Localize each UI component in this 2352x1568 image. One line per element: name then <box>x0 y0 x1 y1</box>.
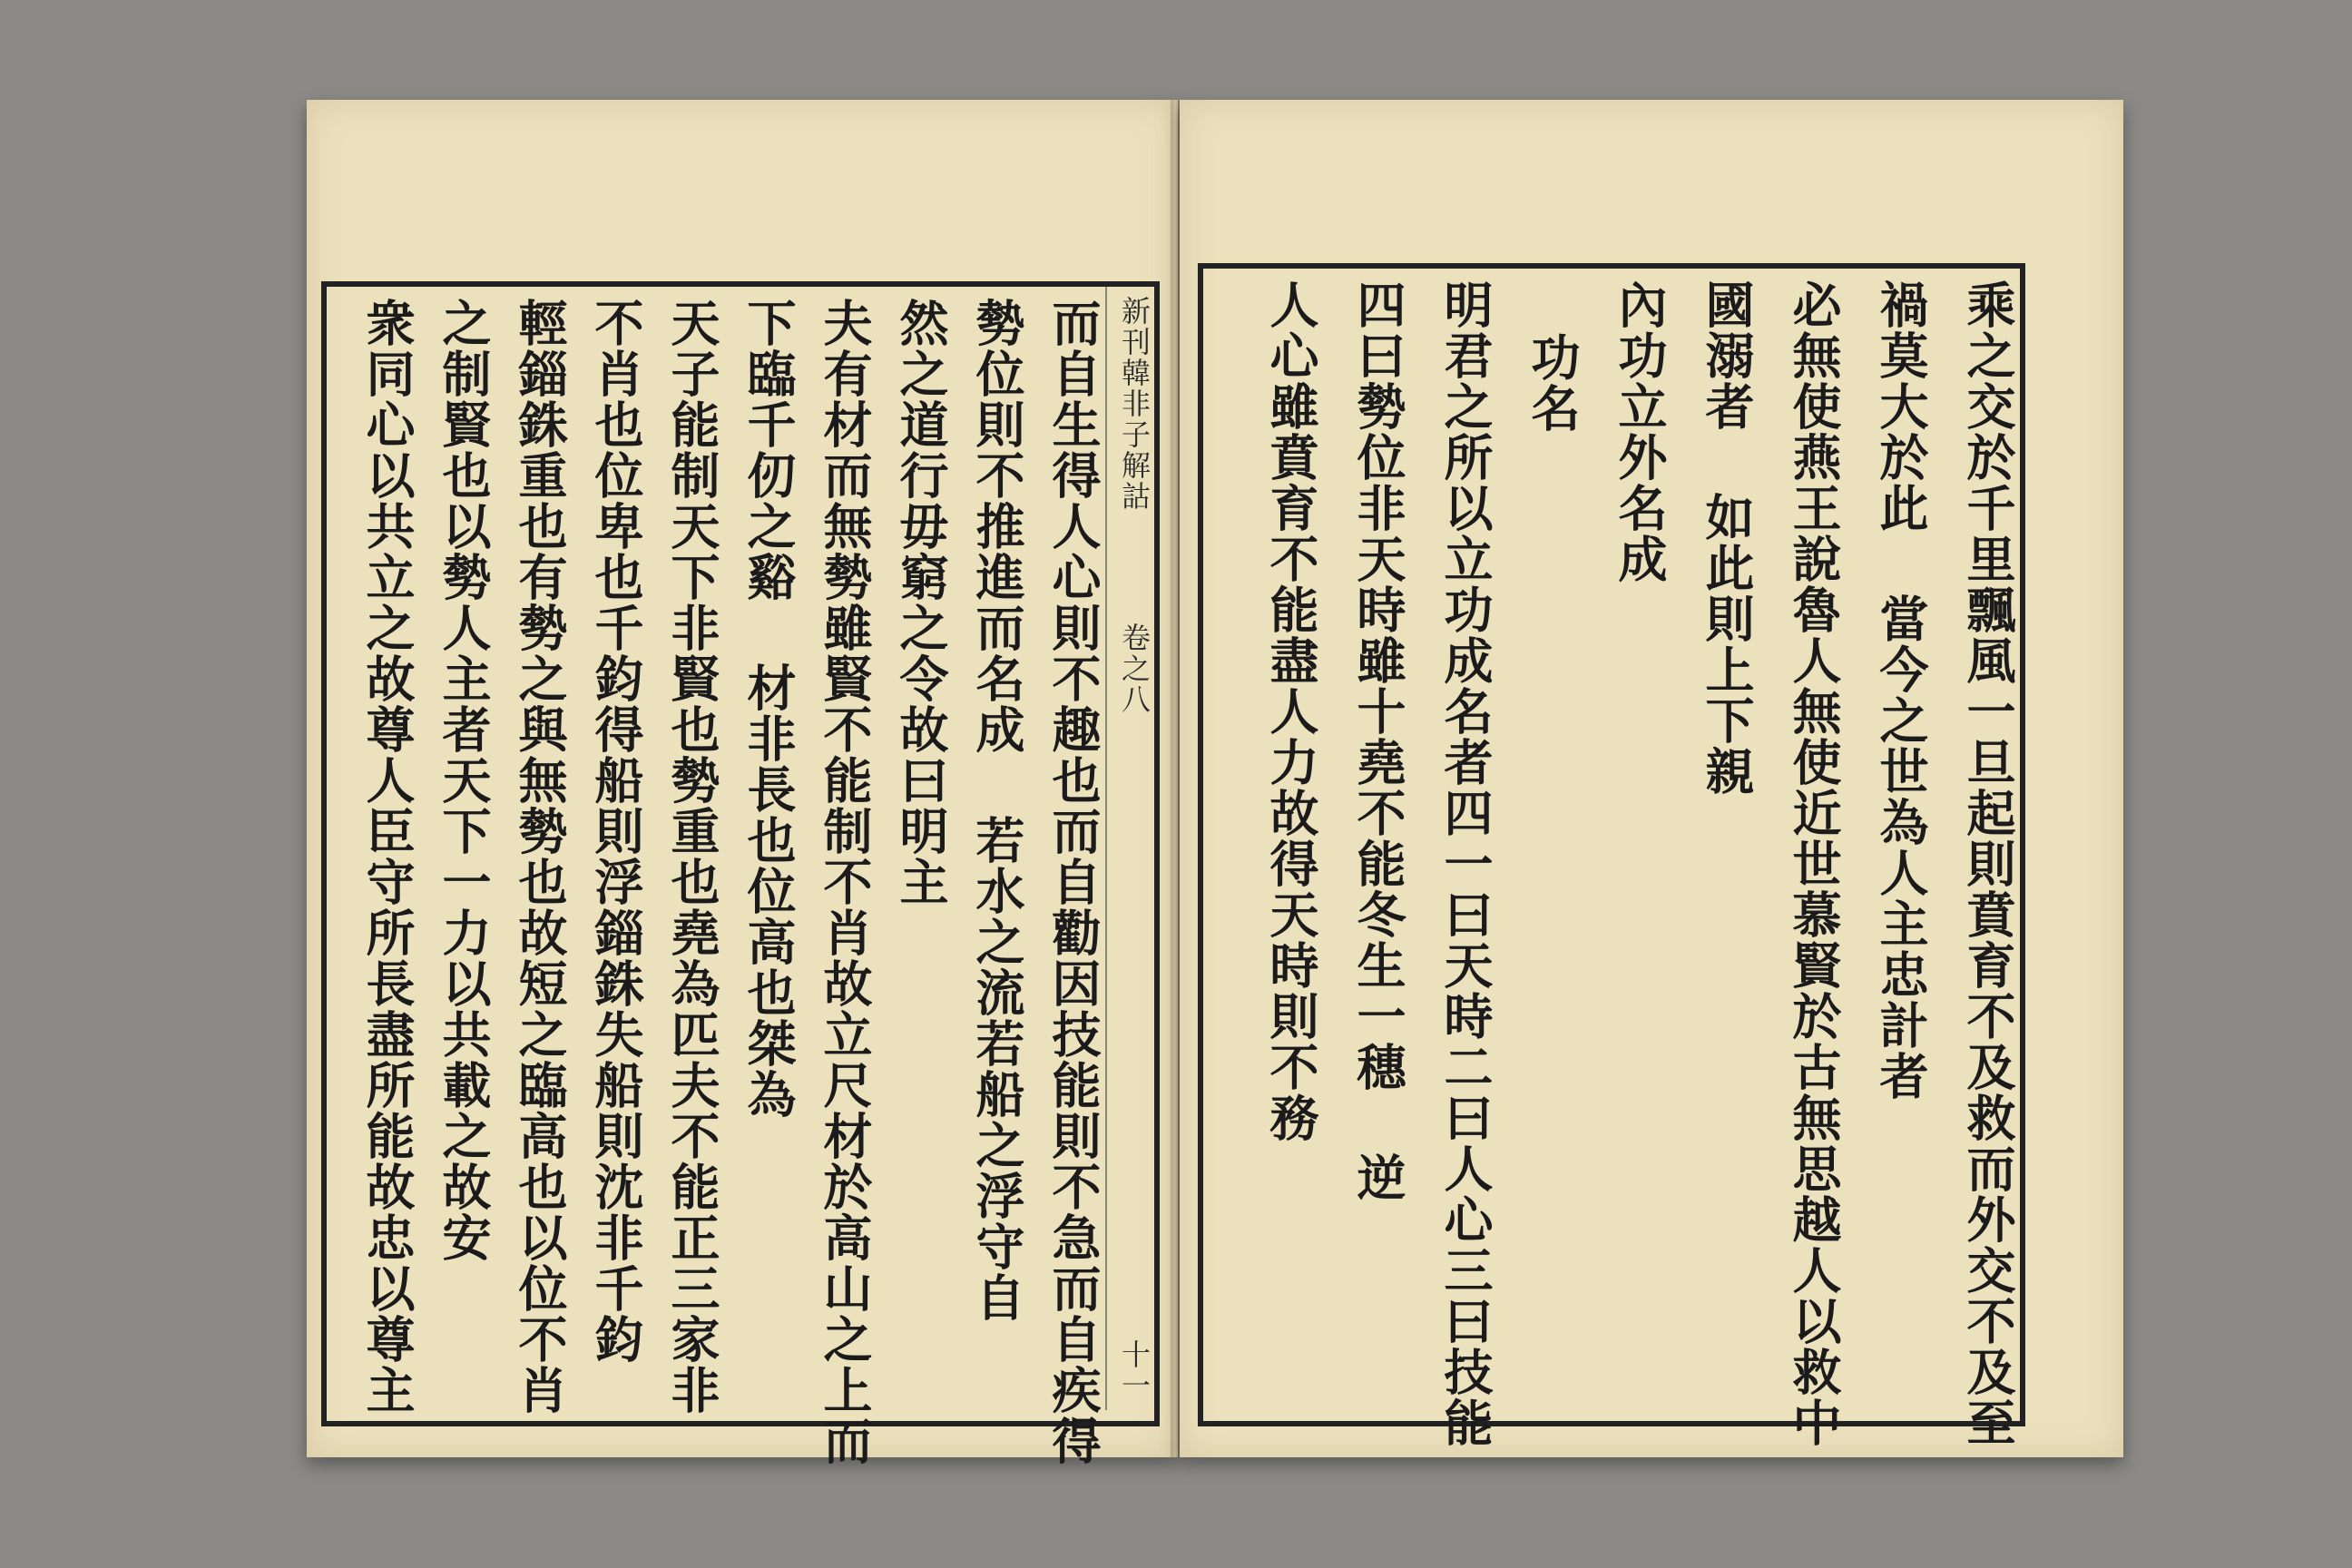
text-column: 然之道行毋窮之令故曰明主 <box>892 298 950 907</box>
text-column: 衆同心以共立之故尊人臣守所長盡所能故忠以尊主 <box>358 298 416 1416</box>
text-column: 天子能制天下非賢也勢重也堯為匹夫不能正三家非 <box>663 298 721 1416</box>
open-book <box>307 100 2123 1466</box>
book-title-margin: 新刊韓非子解詁 <box>1117 296 1152 512</box>
text-column: 人心雖賁育不能盡人力故得天時則不務 <box>1262 279 1320 1143</box>
text-column: 勢位則不推進而名成 若水之流若船之浮守自 <box>968 298 1026 1323</box>
text-column: 輕錙銖重也有勢之與無勢也故短之臨高也以位不肖 <box>511 298 569 1416</box>
section-heading: 功名 <box>1524 332 1582 434</box>
text-column: 國溺者 如此則上下親 <box>1698 279 1756 797</box>
text-column: 內功立外名成 <box>1611 279 1669 584</box>
text-column: 四曰勢位非天時雖十堯不能冬生一穗 逆 <box>1349 279 1407 1203</box>
text-column: 乘之交於千里飄風一旦起則賁育不及救而外交不及至 <box>1959 279 2017 1448</box>
margin-rule <box>1105 287 1107 1410</box>
text-column: 必無使燕王說魯人無使近世慕賢於古無思越人以救中 <box>1785 279 1843 1448</box>
page-number: 十一 <box>1117 1339 1152 1401</box>
text-frame <box>1198 263 2025 1448</box>
text-column: 而自生得人心則不趣也而自勸因技能則不急而自疾得 <box>1044 298 1102 1466</box>
text-column: 之制賢也以勢人主者天下一力以共載之故安 <box>435 298 493 1263</box>
text-frame <box>321 281 1160 1466</box>
text-column: 明君之所以立功成名者四一曰天時二曰人心三曰技能 <box>1436 279 1494 1448</box>
left-page <box>307 100 1178 1466</box>
volume-label: 卷之八 <box>1117 622 1152 715</box>
text-column: 夫有材而無勢雖賢不能制不肖故立尺材於高山之上而 <box>816 298 874 1466</box>
right-page <box>1180 100 2123 1457</box>
text-column: 禍莫大於此 當今之世為人主忠計者 <box>1872 279 1930 1102</box>
text-column: 下臨千仞之谿 材非長也位高也桀為 <box>740 298 798 1120</box>
text-column: 不肖也位卑也千鈞得船則浮錙銖失船則沈非千鈞 <box>587 298 645 1365</box>
